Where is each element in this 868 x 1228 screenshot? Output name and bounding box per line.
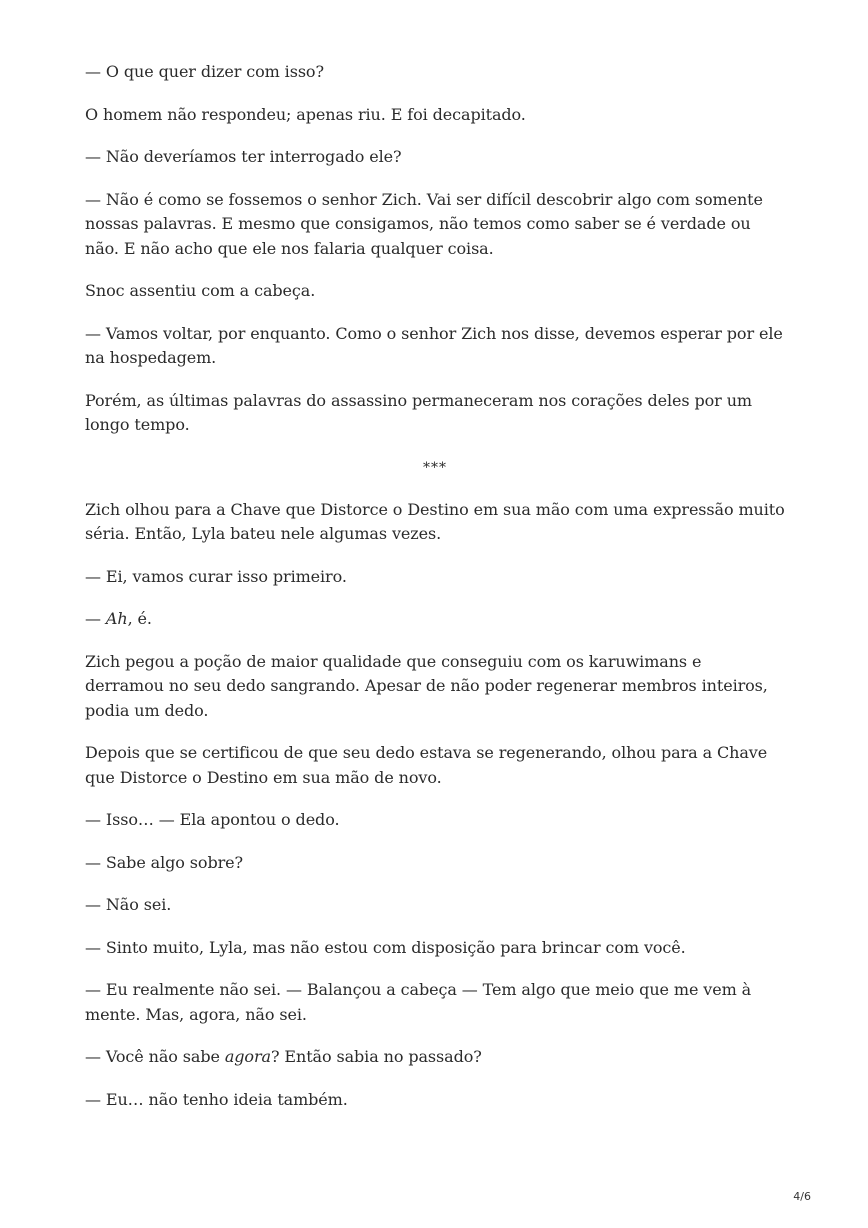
paragraph: — Isso… — Ela apontou o dedo. [85, 810, 340, 829]
paragraph: — Sabe algo sobre? [85, 852, 243, 872]
text-segment: , é. [127, 609, 152, 628]
paragraph: — Ei, vamos curar isso primeiro. [85, 566, 347, 586]
paragraph: — Sinto muito, Lyla, mas não estou com disposição para brincar com você. [85, 937, 686, 957]
paragraph: — Não sei. [85, 895, 172, 914]
italic-text: agora [224, 1047, 271, 1066]
paragraph: Zich olhou para a Chave que Distorce o Destino em sua mão com uma expressão muito séria. Então, Lyla bateu nele algumas vezes. [85, 499, 785, 543]
paragraph: Depois que se certificou de que seu dedo estava se regenerando, olhou para a Chave que Distorce o Destino em sua mão de novo. [85, 743, 768, 787]
text-segment: ? Então sabia no passado? [270, 1047, 482, 1066]
document-page [85, 60, 785, 1130]
paragraph: — Não é como se fossemos o senhor Zich. Vai ser difícil descobrir algo com somente nossas palavras. E mesmo que consigamos, não temos como saber se é verdade ou não. E não acho que ele nos falaria qualquer coisa. [85, 189, 763, 258]
paragraph: — O que quer dizer com isso? [85, 62, 324, 81]
paragraph: — Não deveríamos ter interrogado ele? [85, 147, 402, 166]
text-segment: — [85, 609, 106, 628]
paragraph: O homem não respondeu; apenas riu. E foi decapitado. [85, 104, 526, 124]
scene-break-separator: *** [423, 459, 447, 476]
paragraph: Zich pegou a poção de maior qualidade que conseguiu com os karuwimans e derramou no seu dedo sangrando. Apesar de não poder regenerar membros inteiros, podia um dedo. [85, 651, 768, 720]
paragraph: — Eu… não tenho ideia também. [85, 1089, 348, 1109]
paragraph: — Vamos voltar, por enquanto. Como o senhor Zich nos disse, devemos esperar por ele na hospedagem. [85, 323, 783, 367]
paragraph: — Eu realmente não sei. — Balançou a cabeça — Tem algo que meio que me vem à mente. Mas, agora, não sei. [85, 980, 752, 1024]
paragraph: Porém, as últimas palavras do assassino permaneceram nos corações deles por um longo tempo. [85, 390, 752, 434]
italic-text: Ah [105, 609, 128, 628]
paragraph [85, 1045, 785, 1070]
paragraph [85, 607, 785, 632]
text-segment: — Você não sabe [85, 1047, 225, 1066]
paragraph: Snoc assentiu com a cabeça. [85, 281, 316, 300]
page-number: 4/6 [793, 1190, 811, 1203]
